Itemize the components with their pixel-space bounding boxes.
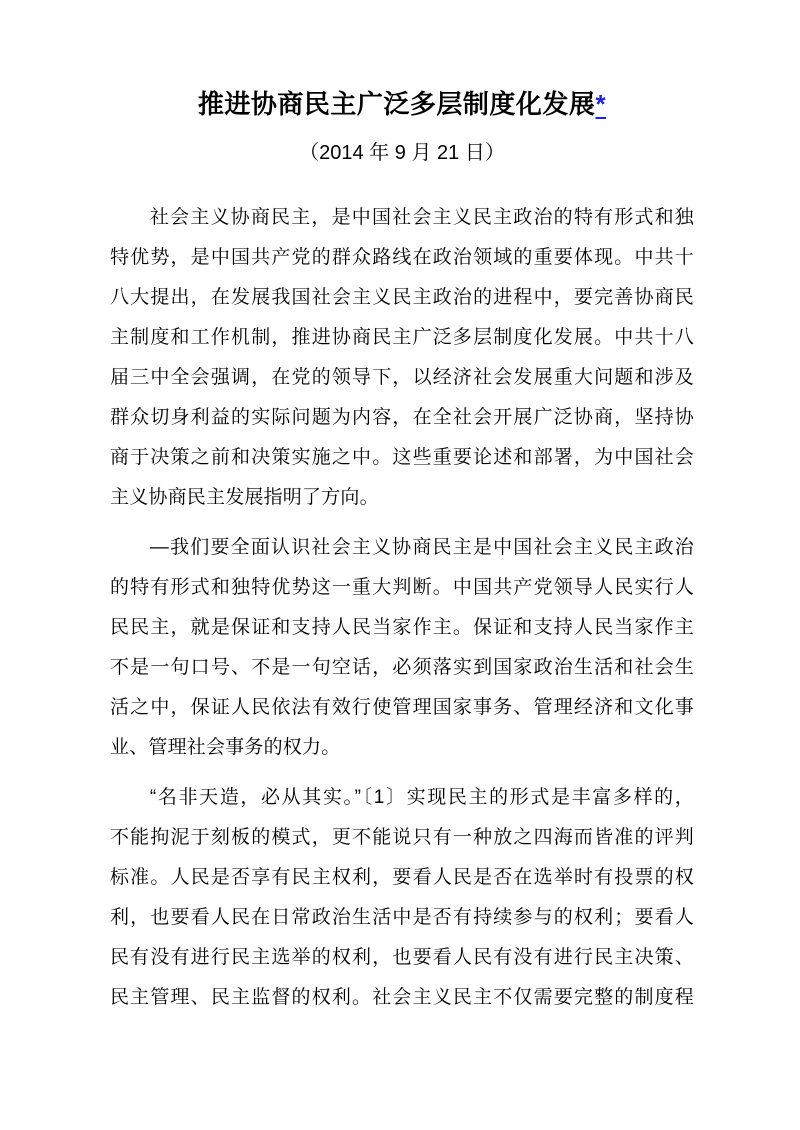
text-line: 民主管理、民主监督的权利。社会主义民主不仅需要完整的制度程 [110, 987, 694, 1008]
paragraph [110, 778, 694, 1018]
text-line: 届三中全会强调，在党的领导下，以经济社会发展重大问题和涉及 [110, 367, 694, 388]
document-body [110, 198, 694, 1018]
text-line: 商于决策之前和决策实施之中。这些重要论述和部署，为中国社会 [110, 447, 694, 468]
text-line: “名非天造，必从其实。”〔1〕实现民主的形式是丰富多样的， [149, 787, 694, 808]
text-line: —我们要全面认识社会主义协商民主是中国社会主义民主政治 [149, 537, 694, 558]
text-line: 的特有形式和独特优势这一重大判断。中国共产党领导人民实行人 [110, 577, 694, 598]
footnote-asterisk-link[interactable]: * [595, 89, 607, 119]
title-text: 推进协商民主广泛多层制度化发展 [197, 89, 596, 119]
text-line: 群众切身利益的实际问题为内容，在全社会开展广泛协商，坚持协 [110, 407, 694, 428]
text-line: 不是一句口号、不是一句空话，必须落实到国家政治生活和社会生 [110, 657, 694, 678]
text-line: 社会主义协商民主，是中国社会主义民主政治的特有形式和独 [149, 207, 694, 228]
text-line: 八大提出，在发展我国社会主义民主政治的进程中，要完善协商民 [110, 287, 694, 308]
text-line: 特优势，是中国共产党的群众路线在政治领域的重要体现。中共十 [110, 247, 694, 268]
text-line: 主制度和工作机制，推进协商民主广泛多层制度化发展。中共十八 [110, 327, 694, 348]
text-line: 利，也要看人民在日常政治生活中是否有持续参与的权利；要看人 [110, 907, 694, 928]
paragraph [110, 198, 694, 518]
text-line: 主义协商民主发展指明了方向。 [110, 487, 379, 508]
text-line: 标准。人民是否享有民主权利，要看人民是否在选举时有投票的权 [110, 867, 694, 888]
text-line: 民有没有进行民主选举的权利，也要看人民有没有进行民主决策、 [110, 947, 694, 968]
page-title [110, 86, 694, 122]
text-line: 民民主，就是保证和支持人民当家作主。保证和支持人民当家作主 [110, 617, 694, 638]
paragraph [110, 528, 694, 768]
text-line: 业、管理社会事务的权力。 [110, 737, 341, 758]
date-line: （2014 年 9 月 21 日） [299, 142, 505, 164]
text-line: 活之中，保证人民依法有效行使管理国家事务、管理经济和文化事 [110, 697, 694, 718]
text-line: 不能拘泥于刻板的模式，更不能说只有一种放之四海而皆准的评判 [110, 827, 694, 848]
